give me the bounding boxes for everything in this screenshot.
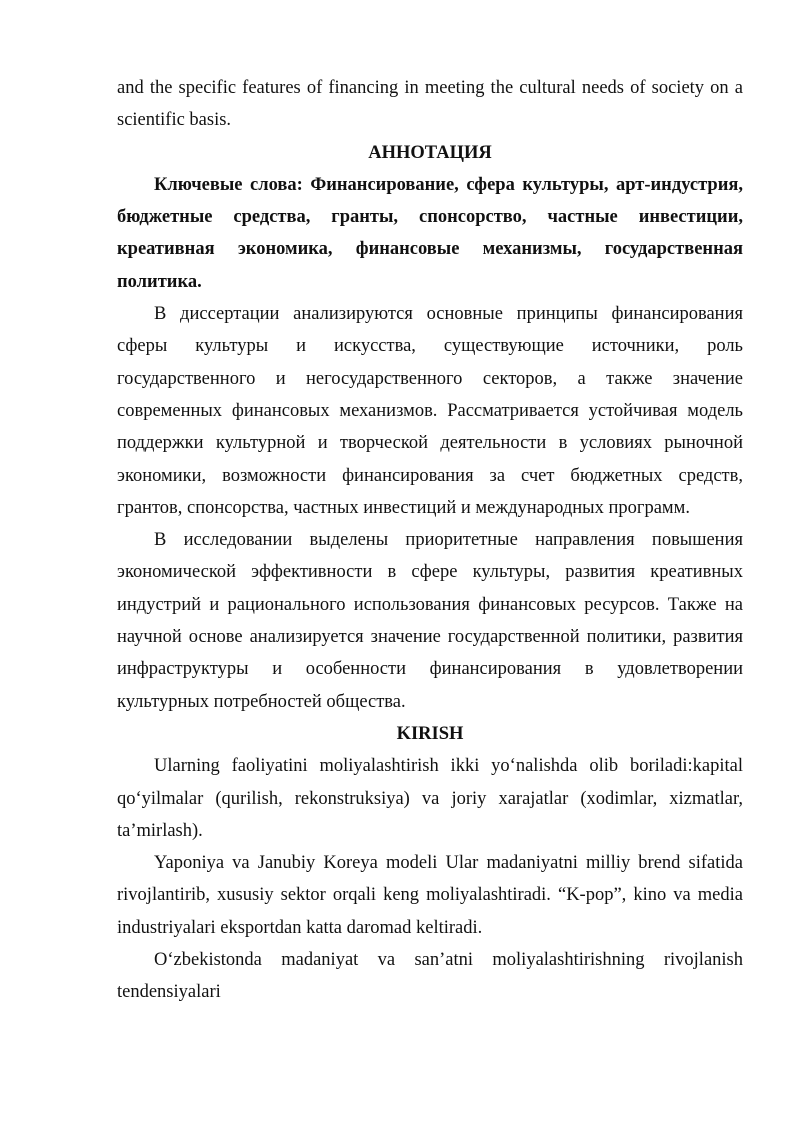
annotation-paragraph-1: В диссертации анализируются основные принципы финансирования сферы культуры и искусства, существующие источники, роль государственного и негосударственного секторов, а также значение современных финансовых механизмов. Рассматривается устойчивая модель поддержки культурной и творческой деятельности в условиях рыночной экономики, возможности финансирования за счет бюджетных средств, грантов, спонсорства, частных инвестиций и международных программ. [117,304,743,518]
continued-paragraph: and the specific features of financing in meeting the cultural needs of society on a scientific basis. [117,78,743,131]
kirish-heading: KIRISH [396,723,464,744]
keywords-paragraph: Ключевые слова: Финансирование, сфера культуры, арт-индустрия, бюджетные средства, гранты, спонсорство, частные инвестиции, креативная экономика, финансовые механизмы, государственная политика. [117,174,743,292]
annotation-heading: АННОТАЦИЯ [368,142,492,163]
kirish-paragraph-2: Yaponiya va Janubiy Koreya modeli Ular madaniyatni milliy brend sifatida rivojlantirib, xususiy sektor orqali keng moliyalashtiradi. “K-pop”, kino va media industriyalari eksportdan katta daromad keltiradi. [117,853,743,938]
annotation-paragraph-2: В исследовании выделены приоритетные направления повышения экономической эффективности в сфере культуры, развития креативных индустрий и рационального использования финансовых ресурсов. Также на научной основе анализируется значение государственной политики, развития инфраструктуры и особенности финансирования в удовлетворении культурных потребностей общества. [117,530,743,712]
kirish-paragraph-3: O‘zbekistonda madaniyat va san’atni moliyalashtirishning rivojlanish tendensiyalari [117,950,743,1003]
page-content [117,72,743,1009]
kirish-paragraph-1: Ularning faoliyatini moliyalashtirish ikki yo‘nalishda olib boriladi:kapital qo‘yilmalar (qurilish, rekonstruksiya) va joriy xarajatlar (xodimlar, xizmatlar, ta’mirlash). [117,756,743,841]
